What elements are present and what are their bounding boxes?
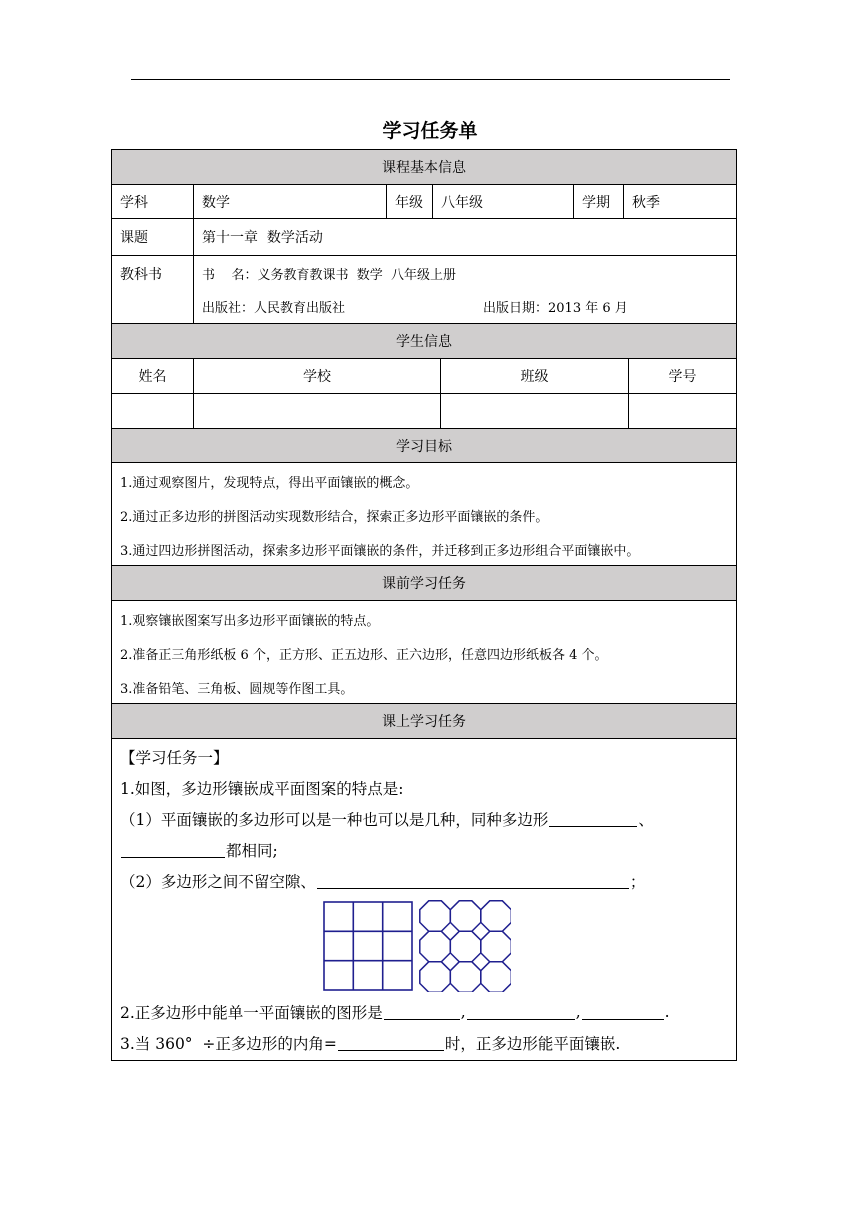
octagon-tile <box>420 901 451 932</box>
student-school-field[interactable] <box>194 394 441 428</box>
answer-blank[interactable] <box>549 810 637 827</box>
textbook-publisher: 出版社：人民教育出版社 <box>202 300 346 316</box>
octagon-tile <box>420 962 451 992</box>
grade-value: 八年级 <box>433 185 574 218</box>
question-text: , <box>575 1002 581 1021</box>
subject-value: 数学 <box>194 185 387 218</box>
question-1-part-1 <box>120 803 728 834</box>
tiling-figures <box>106 896 728 996</box>
answer-blank[interactable] <box>467 1003 575 1020</box>
student-id-header: 学号 <box>668 369 697 385</box>
topic-value: 第十一章 数学活动 <box>202 230 323 246</box>
question-text: 2.正多边形中能单一平面镶嵌的图形是 <box>120 1003 383 1022</box>
student-info-header: 学生信息 <box>112 324 736 359</box>
pre-class-item: 2.准备正三角形纸板 6 个，正方形、正五边形、正六边形，任意四边形纸板各 4 个。 <box>120 647 608 663</box>
objectives-header: 学习目标 <box>112 429 736 463</box>
pre-class-list <box>112 601 736 704</box>
header-rule <box>131 79 730 80</box>
octagon-tile <box>450 962 481 992</box>
octagon-tile <box>450 931 481 962</box>
question-text: （2）多边形之间不留空隙、 <box>120 872 316 891</box>
textbook-row <box>112 256 736 324</box>
textbook-book: 书 名：义务教育教课书 数学 八年级上册 <box>202 267 457 283</box>
question-1-part-1-cont <box>120 834 728 865</box>
student-school-header: 学校 <box>194 359 441 393</box>
question-text: 时，正多边形能平面镶嵌. <box>444 1034 621 1053</box>
course-info-row <box>112 185 736 219</box>
student-info-columns <box>112 359 736 394</box>
student-class-header: 班级 <box>441 359 629 393</box>
in-class-header: 课上学习任务 <box>112 704 736 739</box>
term-value: 秋季 <box>632 194 660 211</box>
student-id-field[interactable] <box>629 394 736 428</box>
topic-label: 课题 <box>112 219 194 255</box>
question-text: ； <box>629 872 646 891</box>
question-2 <box>120 996 728 1027</box>
objective-item: 3.通过四边形拼图活动，探索多边形平面镶嵌的条件，并迁移到正多边形组合平面镶嵌中。 <box>120 543 640 559</box>
question-text: . <box>664 1002 670 1021</box>
textbook-label: 教科书 <box>112 256 194 323</box>
question-text: 3.当 360° ÷正多边形的内角= <box>120 1034 337 1053</box>
octagon-tile <box>481 962 511 992</box>
pre-class-item: 1.观察镶嵌图案写出多边形平面镶嵌的特点。 <box>120 613 380 629</box>
textbook-date: 出版日期：2013 年 6 月 <box>483 300 628 316</box>
student-name-header: 姓名 <box>112 359 194 393</box>
answer-blank[interactable] <box>582 1003 664 1020</box>
answer-blank[interactable] <box>121 841 225 858</box>
pre-class-header: 课前学习任务 <box>112 566 736 601</box>
objective-item: 2.通过正多边形的拼图活动实现数形结合，探索正多边形平面镶嵌的条件。 <box>120 509 549 525</box>
octagon-square-tiling-icon <box>419 900 511 992</box>
course-info-header: 课程基本信息 <box>112 150 736 185</box>
term-label: 学期 <box>574 185 624 218</box>
question-1-part-2 <box>120 865 728 896</box>
answer-blank[interactable] <box>317 872 629 889</box>
octagon-tile <box>450 901 481 932</box>
octagon-tile <box>420 931 451 962</box>
textbook-publish-line <box>202 297 628 316</box>
question-3 <box>120 1027 728 1058</box>
question-text: （1）平面镶嵌的多边形可以是一种也可以是几种，同种多边形 <box>120 810 549 829</box>
objectives-list <box>112 463 736 566</box>
question-text: , <box>460 1002 466 1021</box>
question-1: 1.如图，多边形镶嵌成平面图案的特点是: <box>120 779 404 798</box>
answer-blank[interactable] <box>384 1003 460 1020</box>
task-sheet-table <box>111 149 737 1061</box>
page-title: 学习任务单 <box>382 120 478 142</box>
octagon-tile <box>481 931 511 962</box>
in-class-tasks <box>112 739 736 1060</box>
student-class-field[interactable] <box>441 394 629 428</box>
octagon-tile <box>481 901 511 932</box>
question-text: 都相同; <box>226 841 278 860</box>
topic-row <box>112 219 736 256</box>
student-name-field[interactable] <box>112 394 194 428</box>
answer-blank[interactable] <box>338 1034 444 1051</box>
textbook-value <box>194 256 736 323</box>
student-info-entry-row <box>112 394 736 429</box>
question-text: 、 <box>638 810 654 829</box>
pre-class-item: 3.准备铅笔、三角板、圆规等作图工具。 <box>120 681 354 697</box>
square-tiling-icon <box>323 901 413 991</box>
grade-label: 年级 <box>387 185 433 218</box>
objective-item: 1.通过观察图片，发现特点，得出平面镶嵌的概念。 <box>120 475 419 491</box>
task1-title: 【学习任务一】 <box>120 748 229 767</box>
subject-label: 学科 <box>112 185 194 218</box>
